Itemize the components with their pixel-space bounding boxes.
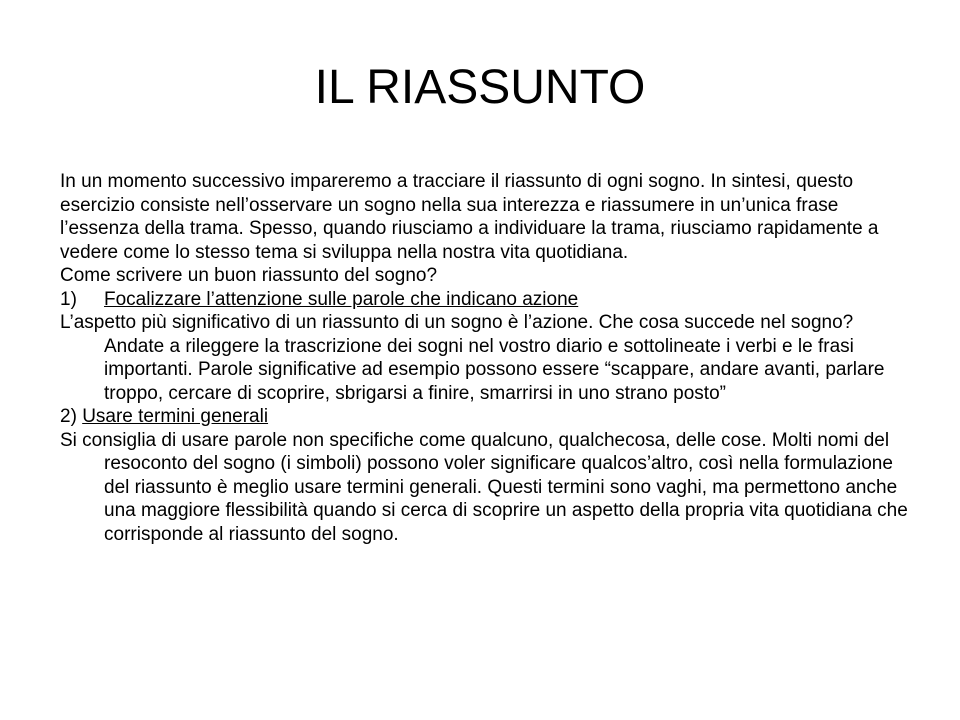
question-line: Come scrivere un buon riassunto del sogno? (60, 265, 438, 286)
point-2-heading-line (60, 405, 910, 429)
point-2-heading: Usare termini generali (82, 406, 269, 427)
point-1-heading: Focalizzare l’attenzione sulle parole che indicano azione (104, 288, 579, 310)
slide-title: IL RIASSUNTO (314, 61, 646, 114)
point-1-heading-line (60, 288, 910, 312)
intro-paragraph: In un momento successivo impareremo a tracciare il riassunto di ogni sogno. In sintesi, questo esercizio consiste nell’osservare un sogno nella sua interezza e riassumere in un’unica frase l’essenza della trama. Spesso, quando riusciamo a individuare la trama, riusciamo rapidamente a vedere come lo stesso tema si sviluppa nella nostra vita quotidiana. (60, 171, 879, 263)
point-2-text: Si consiglia di usare parole non specifiche come qualcuno, qualchecosa, delle cose. Molti nomi del resoconto del sogno (i simboli) possono voler significare qualcos’altro, così nella formulazione del riassunto è meglio usare termini generali. Questi termini sono vaghi, ma permettono anche una maggiore flessibilità quando si cerca di scoprire un aspetto della propria vita quotidiana che corrisponde al riassunto del sogno. (60, 429, 908, 545)
point-2-number: 2) (60, 406, 83, 427)
point-1-number: 1) (60, 288, 77, 310)
point-1-text: L’aspetto più significativo di un riassunto di un sogno è l’azione. Che cosa succede nel sogno? Andate a rileggere la trascrizione dei sogni nel vostro diario e sottolineate i verbi e le frasi importanti. Parole significative ad esempio possono essere “scappare, andare avanti, parlare troppo, cercare di scoprire, sbrigarsi a finire, smarrirsi in uno strano posto” (60, 312, 885, 404)
slide-body (60, 170, 910, 546)
